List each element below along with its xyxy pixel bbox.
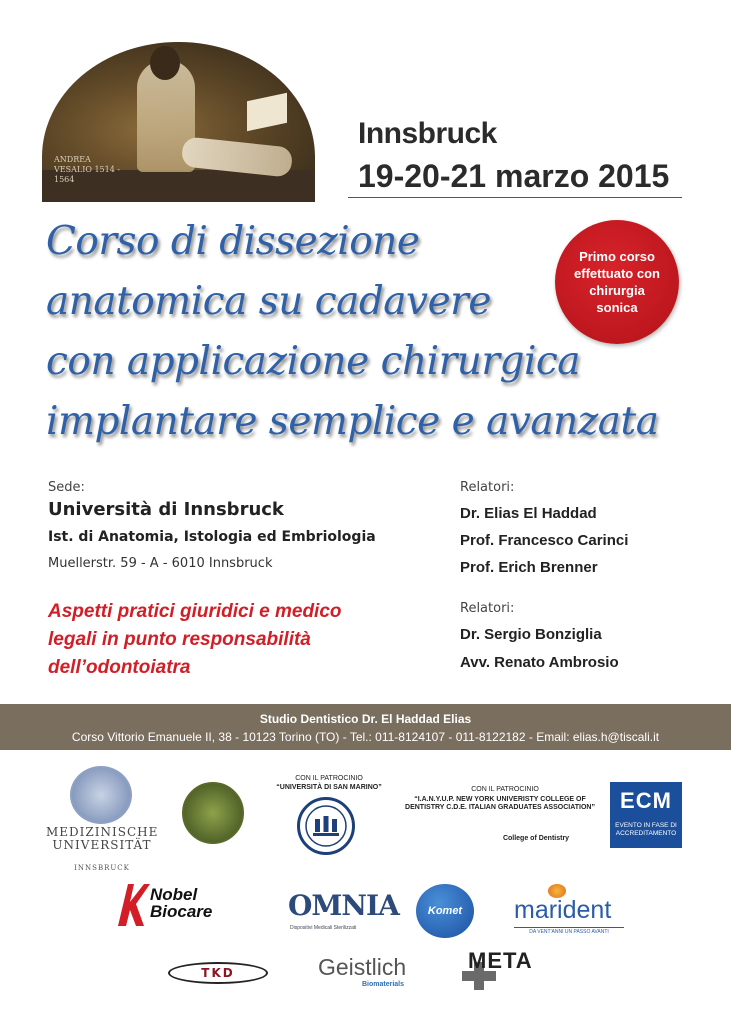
first-course-badge	[555, 220, 679, 344]
tkd-text: TKD	[201, 966, 235, 980]
omnia-logo: OMNIA	[288, 889, 399, 922]
contact-title: Studio Dentistico Dr. El Haddad Elias	[259, 712, 472, 726]
meta-logo: META	[468, 948, 533, 973]
patronage-2-name: “I.A.N.Y.U.P. NEW YORK UNIVERISTY COLLEGE OF DENTISTRY C.D.E. ITALIAN GRADUATES ASSOCIATION”	[405, 796, 595, 811]
geistlich-subtitle: Biomaterials	[362, 981, 405, 988]
patronage-1-label: CON IL PATROCINIO	[295, 775, 363, 782]
vesalius-painting	[42, 42, 315, 202]
painting-inscription: ANDREA VESALIO 1514 - 1564	[54, 155, 121, 184]
green-seal-icon	[182, 782, 244, 844]
venue-institute: Ist. di Anatomia, Istologia ed Embriologia	[48, 529, 376, 545]
patronage-2-label: CON IL PATROCINIO	[471, 786, 539, 793]
venue-name: Università di Innsbruck	[48, 499, 284, 520]
venue-address: Muellerstr. 59 - A - 6010 Innsbruck	[48, 556, 273, 571]
mu-line-2: UNIVERSITÄT	[52, 838, 152, 852]
tkd-logo	[168, 962, 268, 984]
speakers-label-1: Relatori:	[460, 480, 515, 495]
mu-line-1: MEDIZINISCHE	[46, 825, 159, 839]
patronage-1-name: “UNIVERSITÀ DI SAN MARINO”	[276, 784, 382, 791]
painting-head	[150, 46, 180, 80]
mu-line-3: INNSBRUCK	[74, 864, 130, 872]
event-dates: 19-20-21 marzo 2015	[358, 158, 670, 194]
nobel-line-1: Nobel	[150, 885, 198, 904]
komet-text: Komet	[427, 905, 463, 917]
speaker-name: Dr. Elias El Haddad	[460, 505, 597, 522]
medical-university-name	[46, 826, 158, 852]
event-location: Innsbruck	[358, 117, 497, 150]
contact-band	[0, 704, 731, 750]
college-logo-text: College of Dentistry	[502, 835, 570, 842]
nobel-biocare-logo	[150, 886, 212, 920]
marident-subtitle: DA VENT'ANNI UN PASSO AVANTI	[514, 927, 624, 935]
seal-icon	[70, 766, 132, 824]
venue-label: Sede:	[48, 480, 85, 495]
nobel-biocare-k-icon	[114, 880, 150, 928]
contact-line: Corso Vittorio Emanuele II, 38 - 10123 Torino (TO) - Tel.: 011-8124107 - 011-8122182 - Email: elias.h@tiscali.it	[71, 730, 660, 744]
topic-text: Aspetti pratici giuridici e medico legali in punto responsabilità dell’odontoiatra	[48, 601, 342, 678]
title-line-2: anatomica su cadavere	[46, 279, 491, 324]
speaker-name: Prof. Erich Brenner	[460, 559, 598, 576]
speaker-name: Prof. Francesco Carinci	[460, 532, 629, 549]
badge-text: Primo corso effettuato con chirurgia sonica	[574, 249, 660, 315]
san-marino-seal-icon	[297, 797, 355, 855]
geistlich-logo: Geistlich	[318, 954, 407, 980]
towers-icon	[300, 800, 352, 852]
title-line-1: Corso di dissezione	[46, 219, 420, 264]
title-line-4: implantare semplice e avanzata	[46, 399, 659, 444]
speakers-label-2: Relatori:	[460, 601, 515, 616]
ecm-text: EVENTO IN FASE DI ACCREDITAMENTO	[615, 822, 677, 837]
nobel-line-2: Biocare	[150, 902, 213, 921]
komet-logo	[416, 884, 474, 938]
title-line-3: con applicazione chirurgica	[46, 339, 581, 384]
ecm-logo	[610, 782, 682, 848]
header-rule	[348, 197, 682, 198]
omnia-subtitle: Dispositivi Medicali Sterilizzati	[290, 925, 357, 931]
speaker-name: Avv. Renato Ambrosio	[460, 654, 619, 671]
painting-book	[247, 93, 287, 132]
marident-logo: marident	[514, 896, 612, 924]
speaker-name: Dr. Sergio Bonziglia	[460, 626, 602, 643]
ecm-logo-text: ECM	[620, 788, 672, 813]
